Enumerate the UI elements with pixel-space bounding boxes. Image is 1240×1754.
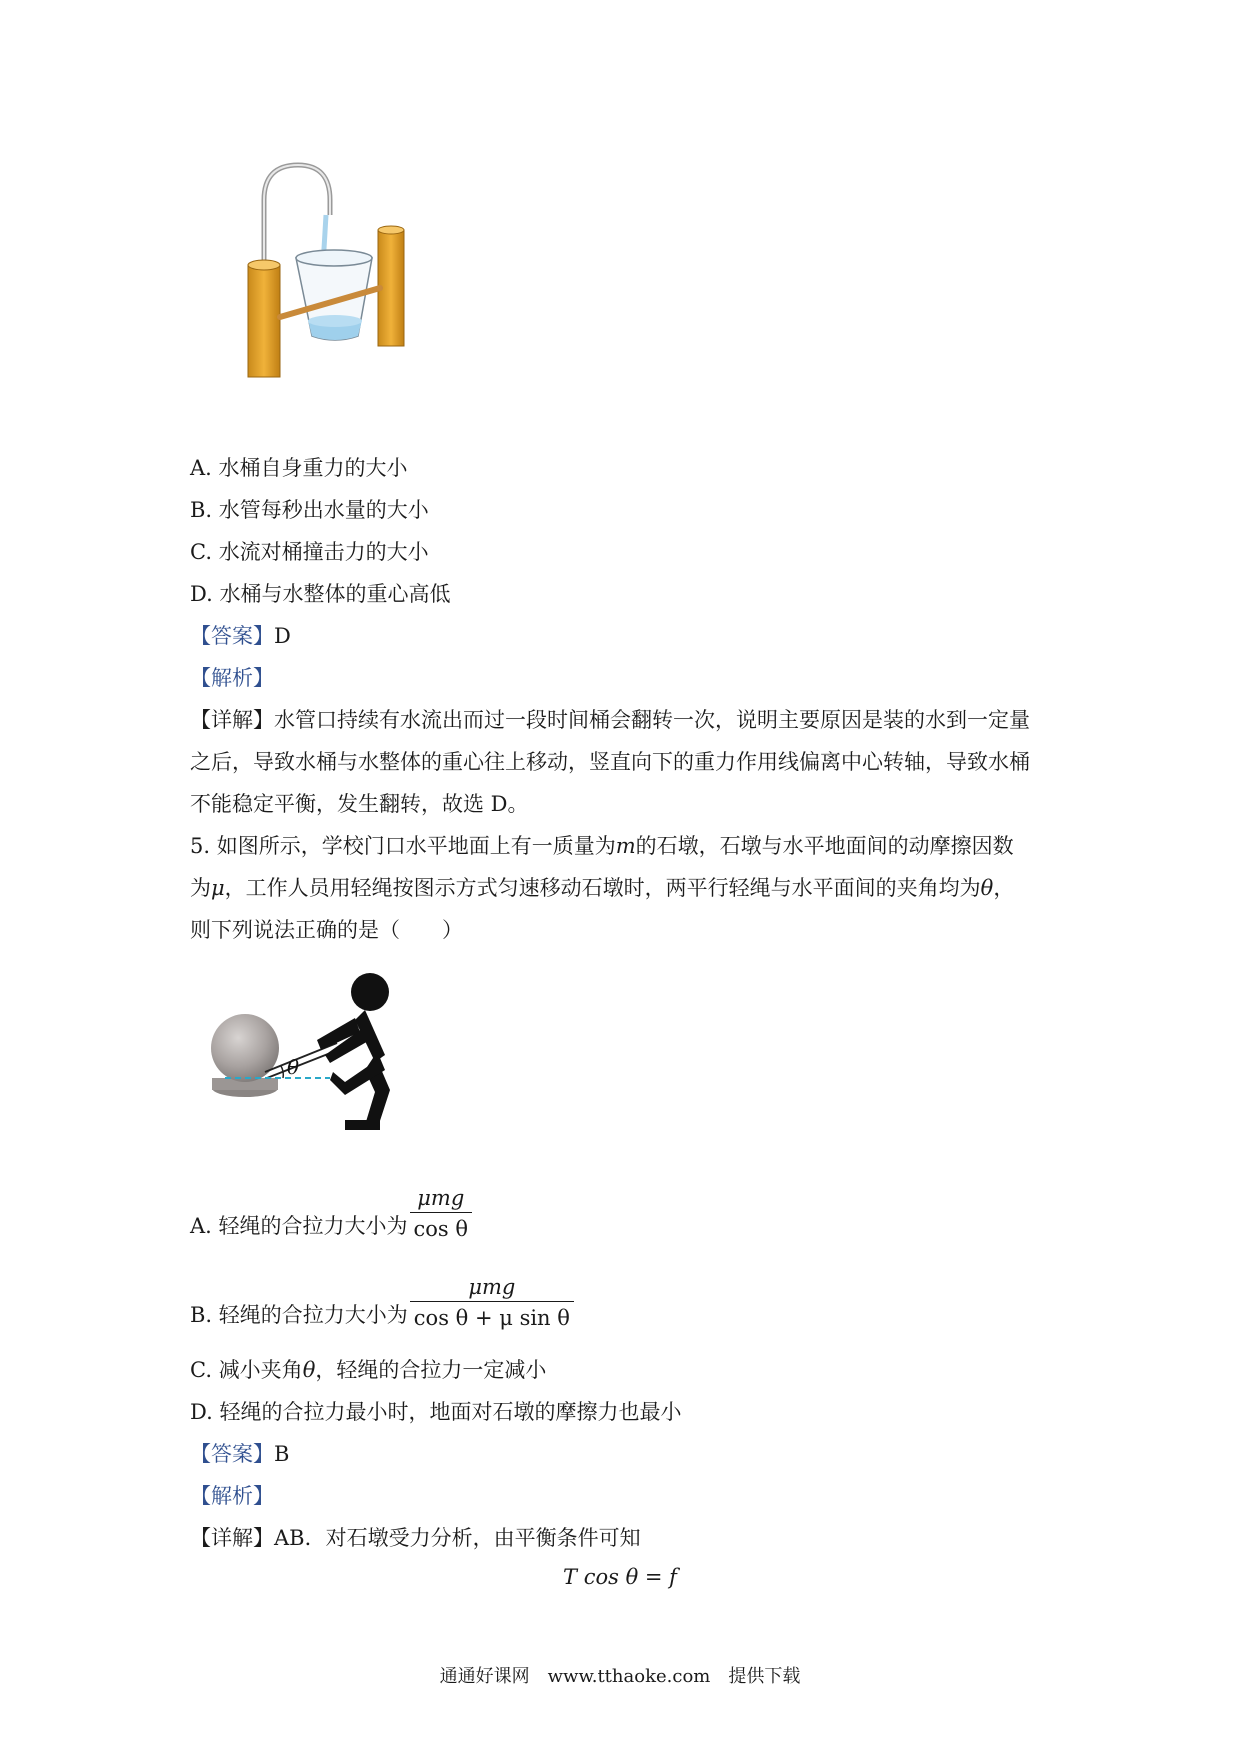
q5-option-c xyxy=(190,1356,546,1384)
option-letter: A. xyxy=(190,456,212,480)
stem-text: 的石墩，石墩与水平地面间的动摩擦因数 xyxy=(635,834,1014,858)
q4-analysis xyxy=(190,664,274,692)
detail-label: 【详解】 xyxy=(190,1526,274,1550)
detail-text: 之后，导致水桶与水整体的重心往上移动，竖直向下的重力作用线偏离中心转轴，导致水桶 xyxy=(190,750,1030,774)
theta-symbol: θ xyxy=(980,876,994,900)
stem-text: ，工作人员用轻绳按图示方式匀速移动石墩时，两平行轻绳与水平面间的夹角均为 xyxy=(224,876,981,900)
analysis-label: 【解析】 xyxy=(190,666,274,690)
fraction-a xyxy=(410,1184,473,1243)
q4-option-c xyxy=(190,538,429,566)
option-letter: C. xyxy=(190,1358,212,1382)
q5-option-d xyxy=(190,1398,681,1426)
q4-detail-line-3 xyxy=(190,790,529,818)
option-text: 水管每秒出水量的大小 xyxy=(218,498,429,522)
q4-option-d xyxy=(190,580,450,608)
fraction-denominator: cos θ + μ sin θ xyxy=(410,1301,574,1332)
figure-theta-label: θ xyxy=(287,1055,300,1079)
stone-pulling-figure xyxy=(205,970,405,1140)
answer-label: 【答案】 xyxy=(190,624,274,648)
option-text: 水桶自身重力的大小 xyxy=(218,456,408,480)
q5-detail xyxy=(190,1524,641,1552)
q4-answer xyxy=(190,622,291,650)
tipping-bucket-figure xyxy=(230,160,420,380)
option-text: 轻绳的合拉力大小为 xyxy=(218,1214,408,1238)
analysis-label: 【解析】 xyxy=(190,1484,274,1508)
fraction-numerator: μmg xyxy=(417,1186,465,1210)
answer-value: B xyxy=(274,1442,290,1466)
q4-option-a xyxy=(190,454,408,482)
q4-option-b xyxy=(190,496,429,524)
option-text: 水桶与水整体的重心高低 xyxy=(219,582,451,606)
q5-stem-line-2 xyxy=(190,874,1014,902)
option-letter: D. xyxy=(190,582,213,606)
option-letter: B. xyxy=(190,1303,213,1327)
option-letter: D. xyxy=(190,1400,213,1424)
q5-option-b xyxy=(190,1275,574,1346)
mass-symbol: m xyxy=(615,834,636,858)
fraction-numerator: μmg xyxy=(468,1275,516,1299)
fraction-denominator: cos θ xyxy=(410,1212,473,1243)
detail-text: 水管口持续有水流出而过一段时间桶会翻转一次，说明主要原因是装的水到一定量 xyxy=(274,708,1030,732)
option-text: 轻绳的合拉力最小时，地面对石墩的摩擦力也最小 xyxy=(219,1400,682,1424)
q5-analysis xyxy=(190,1482,274,1510)
option-letter: B. xyxy=(190,498,213,522)
stem-text: 则下列说法正确的是（ ） xyxy=(190,918,463,942)
detail-label: 【详解】 xyxy=(190,708,274,732)
option-text: 轻绳的合拉力大小为 xyxy=(218,1303,408,1327)
stem-text: ， xyxy=(993,876,1015,900)
q4-detail-line-2 xyxy=(190,748,1030,776)
fraction-b xyxy=(410,1273,574,1332)
option-letter: A. xyxy=(190,1214,212,1238)
q5-option-a xyxy=(190,1186,472,1257)
q4-detail-line-1 xyxy=(190,706,1030,734)
option-text: 水流对桶撞击力的大小 xyxy=(218,540,429,564)
mu-symbol: μ xyxy=(211,876,225,900)
q5-stem-line-3 xyxy=(190,916,463,944)
page-footer: 通通好课网 www.tthaoke.com 提供下载 xyxy=(439,1666,801,1687)
stem-text: 为 xyxy=(190,876,211,900)
option-text: 减小夹角 xyxy=(218,1358,303,1382)
equation-tcos: T cos θ = f xyxy=(563,1565,677,1589)
detail-text: 不能稳定平衡，发生翻转，故选 D。 xyxy=(190,792,529,816)
stem-text: 5. 如图所示，学校门口水平地面上有一质量为 xyxy=(190,834,616,858)
option-letter: C. xyxy=(190,540,212,564)
answer-label: 【答案】 xyxy=(190,1442,274,1466)
theta-symbol: θ xyxy=(302,1358,316,1382)
option-text: ，轻绳的合拉力一定减小 xyxy=(315,1358,547,1382)
q5-answer xyxy=(190,1440,289,1468)
answer-value: D xyxy=(274,624,291,648)
detail-text: AB．对石墩受力分析，由平衡条件可知 xyxy=(274,1526,641,1550)
q5-stem-line-1 xyxy=(190,832,1014,860)
